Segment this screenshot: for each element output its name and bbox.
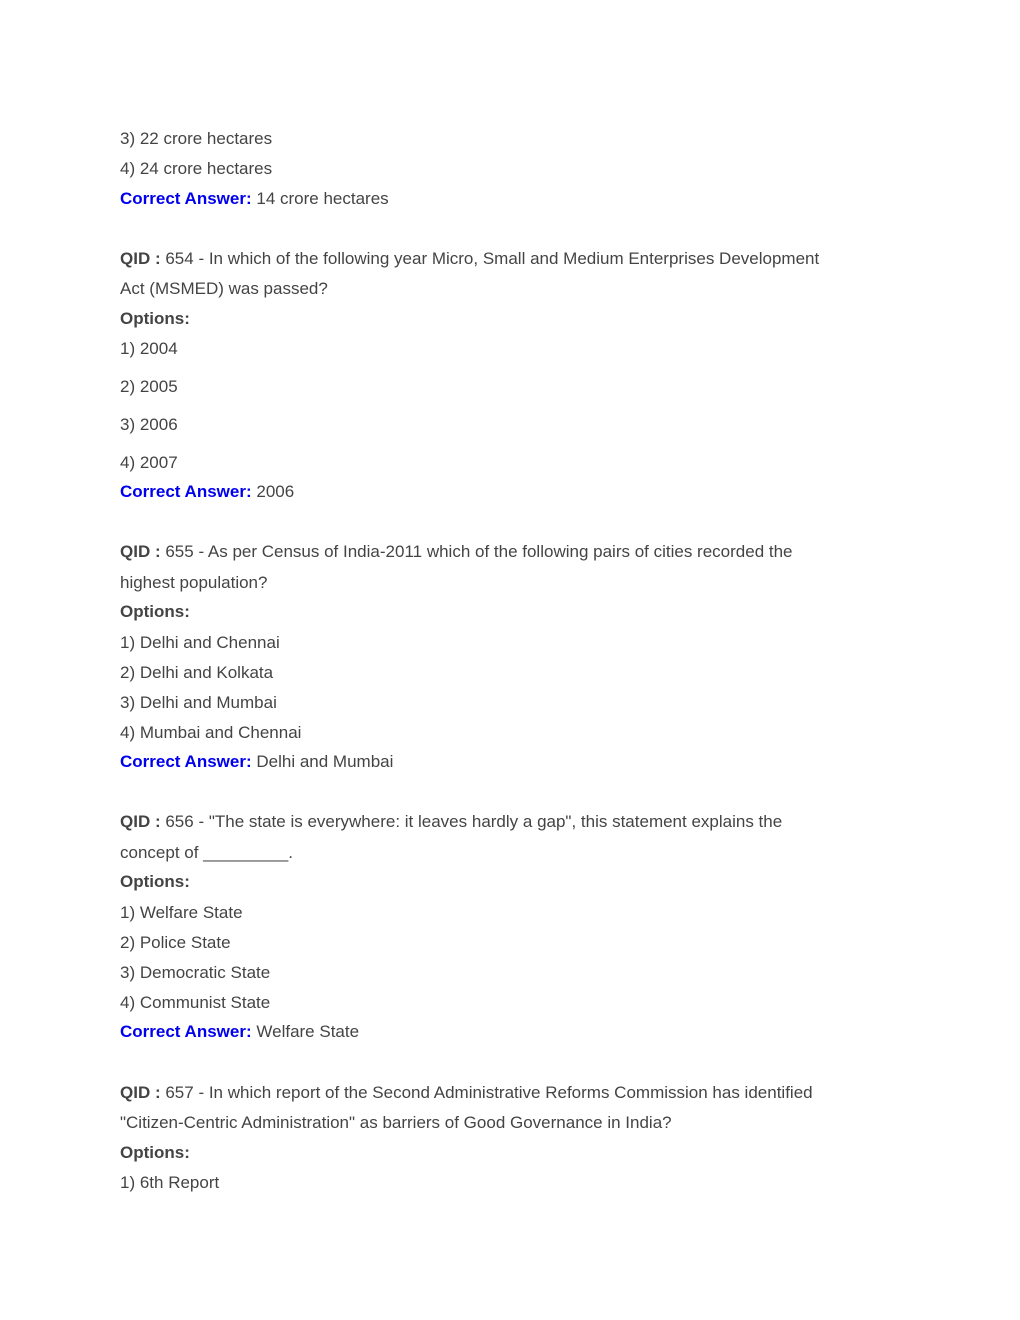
answer-text: 2006	[256, 482, 295, 501]
qid-label: QID :	[120, 249, 161, 268]
options-label: Options:	[120, 602, 190, 621]
question-text: - In which of the following year Micro, Small and Medium Enterprises Development	[193, 249, 820, 268]
options-label: Options:	[120, 872, 190, 891]
option: 3) Delhi and Mumbai	[120, 693, 277, 712]
option: 3) 22 crore hectares	[120, 129, 273, 148]
answer-text: 14 crore hectares	[256, 189, 389, 208]
answer-text: Delhi and Mumbai	[256, 752, 394, 771]
question-text: - As per Census of India-2011 which of the following pairs of cities recorded the	[193, 542, 793, 561]
correct-answer-label: Correct Answer:	[120, 1022, 252, 1041]
correct-answer-label: Correct Answer:	[120, 189, 252, 208]
option: 1) Welfare State	[120, 903, 243, 922]
option: 2) Police State	[120, 933, 231, 952]
question-text: "Citizen-Centric Administration" as barriers of Good Governance in India?	[120, 1113, 672, 1132]
option: 1) 2004	[120, 339, 178, 358]
qid-label: QID :	[120, 812, 161, 831]
correct-answer	[120, 751, 393, 773]
qid-number: 654	[165, 249, 194, 268]
option: 2) 2005	[120, 377, 178, 396]
question-text: Act (MSMED) was passed?	[120, 279, 328, 298]
qid-number: 655	[165, 542, 194, 561]
option: 1) 6th Report	[120, 1173, 220, 1192]
options-label: Options:	[120, 309, 190, 328]
answer-text: Welfare State	[256, 1022, 360, 1041]
question-text: - In which report of the Second Administrative Reforms Commission has identified	[193, 1083, 813, 1102]
question-line	[120, 811, 782, 833]
option: 4) Mumbai and Chennai	[120, 723, 302, 742]
option: 2) Delhi and Kolkata	[120, 663, 274, 682]
correct-answer	[120, 188, 389, 210]
question-line	[120, 248, 819, 270]
qid-label: QID :	[120, 1083, 161, 1102]
correct-answer	[120, 1021, 359, 1043]
option: 3) 2006	[120, 415, 178, 434]
question-line	[120, 1082, 813, 1104]
question-line	[120, 541, 793, 563]
correct-answer-label: Correct Answer:	[120, 482, 252, 501]
correct-answer	[120, 481, 294, 503]
options-label: Options:	[120, 1143, 190, 1162]
option: 4) 24 crore hectares	[120, 159, 273, 178]
option: 3) Democratic State	[120, 963, 271, 982]
qid-label: QID :	[120, 542, 161, 561]
option: 4) Communist State	[120, 993, 271, 1012]
option: 4) 2007	[120, 453, 178, 472]
question-text: highest population?	[120, 573, 268, 592]
qid-number: 656	[165, 812, 194, 831]
option: 1) Delhi and Chennai	[120, 633, 280, 652]
qid-number: 657	[165, 1083, 194, 1102]
question-text: concept of _________.	[120, 843, 293, 862]
correct-answer-label: Correct Answer:	[120, 752, 252, 771]
question-text: - "The state is everywhere: it leaves hardly a gap", this statement explains the	[193, 812, 783, 831]
